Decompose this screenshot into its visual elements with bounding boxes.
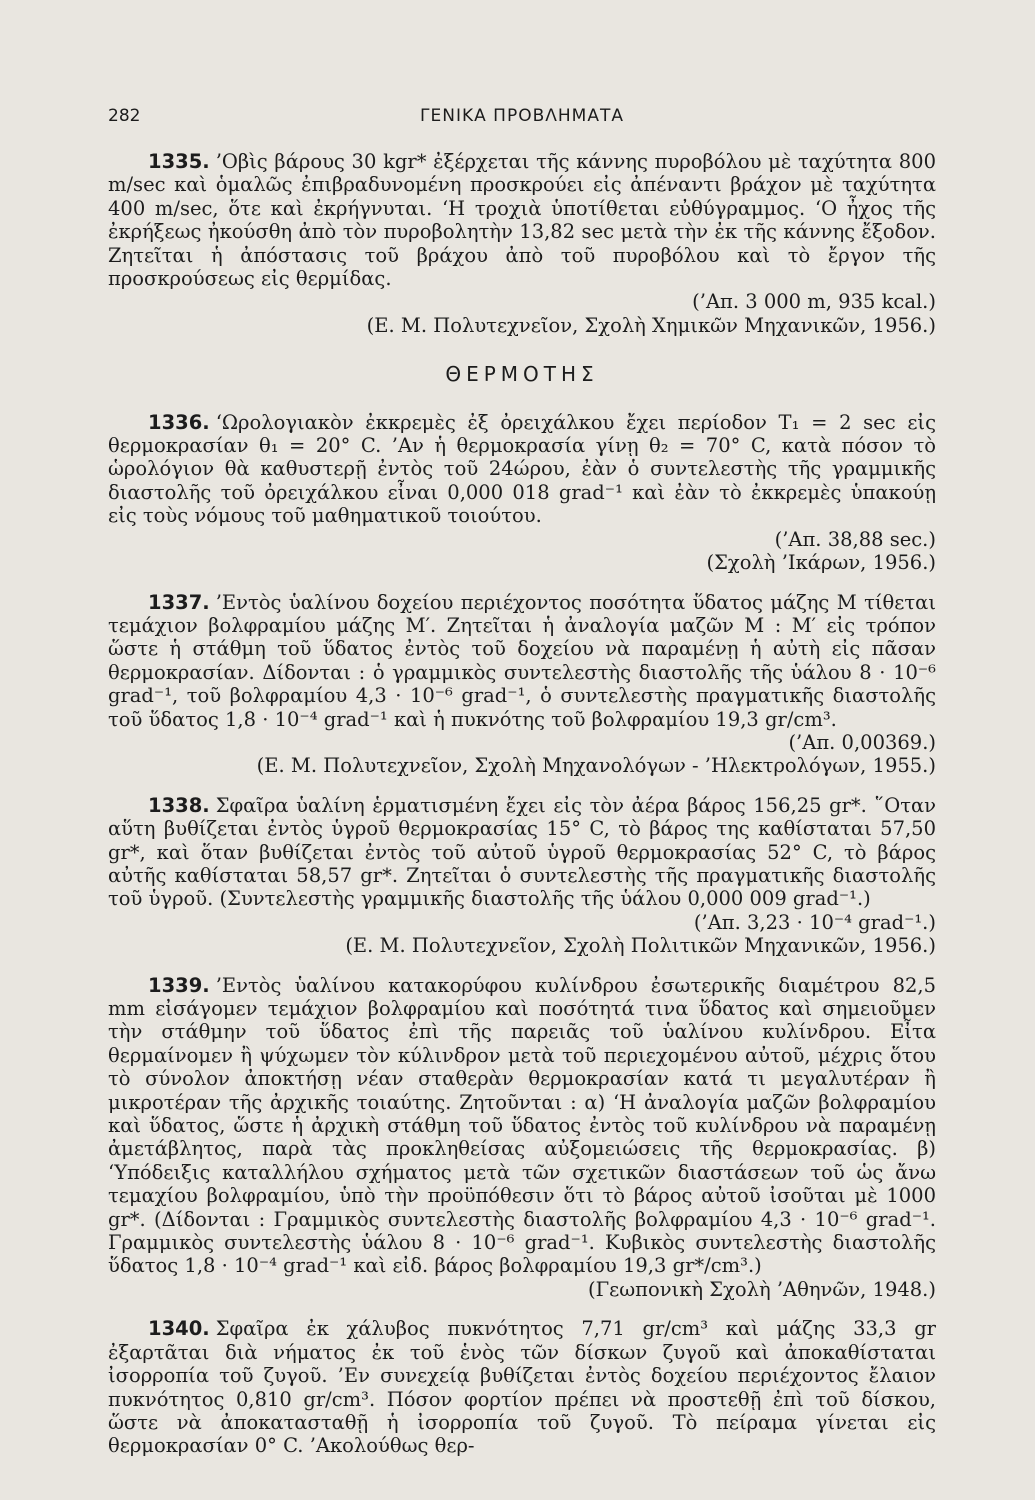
problem-answer: (’Απ. 38,88 sec.)	[774, 527, 936, 551]
problem-number: 1338.	[148, 793, 210, 817]
problem-answer: (’Απ. 3 000 m, 935 kcal.)	[692, 290, 936, 314]
problem-answer: (’Απ. 3,23 · 10⁻⁴ grad⁻¹.)	[693, 910, 936, 934]
page-body	[108, 150, 936, 1474]
problem-answer: (’Απ. 0,00369.)	[788, 730, 936, 754]
problem-text	[108, 591, 936, 731]
problem-text	[108, 974, 936, 1278]
problem-text	[108, 411, 936, 528]
problem-source: (Ε. Μ. Πολυτεχνεῖον, Σχολὴ Χημικῶν Μηχανικῶν, 1956.)	[366, 313, 936, 337]
page-number: 282	[108, 106, 141, 126]
problem-1336	[108, 411, 936, 575]
page-header	[108, 100, 936, 130]
problem-source: (Ε. Μ. Πολυτεχνεῖον, Σχολὴ Μηχανολόγων - ’Ηλεκτρολόγων, 1955.)	[256, 754, 936, 778]
problem-number: 1337.	[148, 590, 210, 614]
problem-number: 1340.	[148, 1317, 210, 1341]
problem-statement: ‘Ωρολογιακὸν ἐκκρεμὲς ἐξ ὀρειχάλκου ἔχει περίοδον T₁ = 2 sec εἰς θερμοκρασίαν θ₁ = 20° C. ’Αν ἡ θερμοκρασία γίνῃ θ₂ = 70° C, κατὰ πόσον τὸ ὡρολόγιον θὰ καθυστερῇ ἐντὸς τοῦ 24ώρου, ἐὰν ὁ συντελεστὴς τῆς γραμμικῆς διαστολῆς τοῦ ὀρειχάλκου εἶναι 0,000 018 grad⁻¹ καὶ ἐὰν τὸ ἐκκρεμὲς ὑπακούῃ εἰς τοὺς νόμους τοῦ μαθηματικοῦ τοιούτου.	[108, 410, 936, 528]
problem-source: (Ε. Μ. Πολυτεχνεῖον, Σχολὴ Πολιτικῶν Μηχανικῶν, 1956.)	[345, 934, 936, 958]
problem-statement: ’Εντὸς ὑαλίνου κατακορύφου κυλίνδρου ἐσωτερικῆς διαμέτρου 82,5 mm εἰσάγομεν τεμάχιον βολφραμίου καὶ ποσότητά τινα ὕδατος καὶ σημειοῦμεν τὴν στάθμην τοῦ ὕδατος ἐπὶ τῆς παρειᾶς τοῦ ὑαλίνου κυλίνδρου. Εἶτα θερμαίνομεν ἢ ψύχωμεν τὸν κύλινδρον μετὰ τοῦ περιεχομένου αὐτοῦ, μέχρις ὅτου τὸ σύνολον ἀποκτήσῃ νέαν σταθερὰν θερμοκρασίαν κατά τι μεγαλυτέραν ἢ μικροτέραν τῆς ἀρχικῆς τοιαύτης. Ζητοῦνται : α) ‘Η ἀναλογία μαζῶν βολφραμίου καὶ ὕδατος, ὥστε ἡ ἀρχικὴ στάθμη τοῦ ὕδατος ἐντὸς τοῦ κυλίνδρου νὰ παραμένῃ ἀμετάβλητος, παρὰ τὰς προκληθείσας αὐξομειώσεις τῆς θερμοκρασίας. β) ‘Υπόδειξις καταλλήλου σχήματος μετὰ τῶν σχετικῶν διαστάσεων τοῦ ὡς ἄνω τεμαχίου βολφραμίου, ὑπὸ τὴν προϋπόθεσιν ὅτι τὸ βάρος αὐτοῦ ἰσοῦται μὲ 1000 gr*. (Δίδονται : Γραμμικὸς συντελεστὴς διαστολῆς βολφραμίου 4,3 · 10⁻⁶ grad⁻¹. Γραμμικὸς συντελεστὴς ὑάλου 8 · 10⁻⁶ grad⁻¹. Κυβικὸς συντελεστὴς διαστολῆς ὕδατος 1,8 · 10⁻⁴ grad⁻¹ καὶ εἰδ. βάρος βολφραμίου 19,3 gr*/cm³.)	[108, 973, 936, 1278]
problem-source: (Γεωπονικὴ Σχολὴ ’Αθηνῶν, 1948.)	[588, 1277, 936, 1301]
problem-1338	[108, 794, 936, 958]
problem-1340	[108, 1317, 936, 1457]
problem-statement: Σφαῖρα ἐκ χάλυβος πυκνότητος 7,71 gr/cm³ καὶ μάζης 33,3 gr ἐξαρτᾶται διὰ νήματος ἐκ τοῦ ἑνὸς τῶν δίσκων ζυγοῦ καὶ ἀποκαθίσταται ἰσορροπία τοῦ ζυγοῦ. ’Εν συνεχείᾳ βυθίζεται ἐντὸς δοχείου περιέχοντος ἔλαιον πυκνότητος 0,810 gr/cm³. Πόσον φορτίον πρέπει νὰ προστεθῇ ἐπὶ τοῦ δίσκου, ὥστε νὰ ἀποκατασταθῇ ἡ ἰσορροπία τοῦ ζυγοῦ. Τὸ πείραμα γίνεται εἰς θερμοκρασίαν 0° C. ’Ακολούθως θερ-	[108, 1317, 936, 1458]
problem-1337	[108, 591, 936, 778]
problem-statement: Σφαῖρα ὑαλίνη ἑρματισμένη ἔχει εἰς τὸν ἀέρα βάρος 156,25 gr*. ῞Οταν αὕτη βυθίζεται ἐντὸς ὑγροῦ θερμοκρασίας 15° C, τὸ βάρος της καθίσταται 57,50 gr*, καὶ ὅταν βυθίζεται ἐντὸς τοῦ αὐτοῦ ὑγροῦ θερμοκρασίας 52° C, τὸ βάρος αὐτῆς καθίσταται 58,57 gr*. Ζητεῖται ὁ συντελεστὴς τῆς πραγματικῆς διαστολῆς τοῦ ὑγροῦ. (Συντελεστὴς γραμμικῆς διαστολῆς τῆς ὑάλου 0,000 009 grad⁻¹.)	[108, 793, 936, 911]
problem-number: 1335.	[148, 150, 210, 173]
problem-text	[108, 794, 936, 911]
problem-text	[108, 150, 936, 290]
running-title: ΓΕΝΙΚΑ ΠΡΟΒΛΗΜΑΤΑ	[420, 106, 624, 126]
problem-1335	[108, 150, 936, 337]
section-heading: ΘΕΡΜΟΤΗΣ	[445, 362, 599, 387]
problem-text	[108, 1317, 936, 1457]
problem-number: 1336.	[148, 410, 210, 434]
problem-statement: ’Οβὶς βάρους 30 kgr* ἐξέρχεται τῆς κάννης πυροβόλου μὲ ταχύτητα 800 m/sec καὶ ὁμαλῶς ἐπιβραδυνομένη προσκρούει εἰς ἀπέναντι βράχον μὲ ταχύτητα 400 m/sec, ὅτε καὶ ἐκρήγνυται. ‘Η τροχιὰ ὑποτίθεται εὐθύγραμμος. ‘Ο ἦχος τῆς ἐκρήξεως ἠκούσθη ἀπὸ τὸν πυροβολητὴν 13,82 sec μετὰ τὴν ἐκ τῆς κάννης ἔξοδον. Ζητεῖται ἡ ἀπόστασις τοῦ βράχου ἀπὸ τοῦ πυροβόλου καὶ τὸ ἔργον τῆς προσκρούσεως εἰς θερμίδας.	[108, 150, 936, 291]
problem-statement: ’Εντὸς ὑαλίνου δοχείου περιέχοντος ποσότητα ὕδατος μάζης M τίθεται τεμάχιον βολφραμίου μάζης M′. Ζητεῖται ἡ ἀναλογία μαζῶν M : M′ εἰς τρόπον ὥστε ἡ στάθμη τοῦ ὕδατος ἐντὸς τοῦ δοχείου νὰ παραμένῃ ἡ αὐτὴ εἰς πᾶσαν θερμοκρασίαν. Δίδονται : ὁ γραμμικὸς συντελεστὴς διαστολῆς τῆς ὑάλου 8 · 10⁻⁶ grad⁻¹, τοῦ βολφραμίου 4,3 · 10⁻⁶ grad⁻¹, ὁ συντελεστὴς πραγματικῆς διαστολῆς τοῦ ὕδατος 1,8 · 10⁻⁴ grad⁻¹ καὶ ἡ πυκνότης τοῦ βολφραμίου 19,3 gr/cm³.	[108, 590, 936, 731]
problem-number: 1339.	[148, 973, 210, 997]
problem-source: (Σχολὴ ’Ικάρων, 1956.)	[706, 551, 936, 575]
problem-1339	[108, 974, 936, 1302]
